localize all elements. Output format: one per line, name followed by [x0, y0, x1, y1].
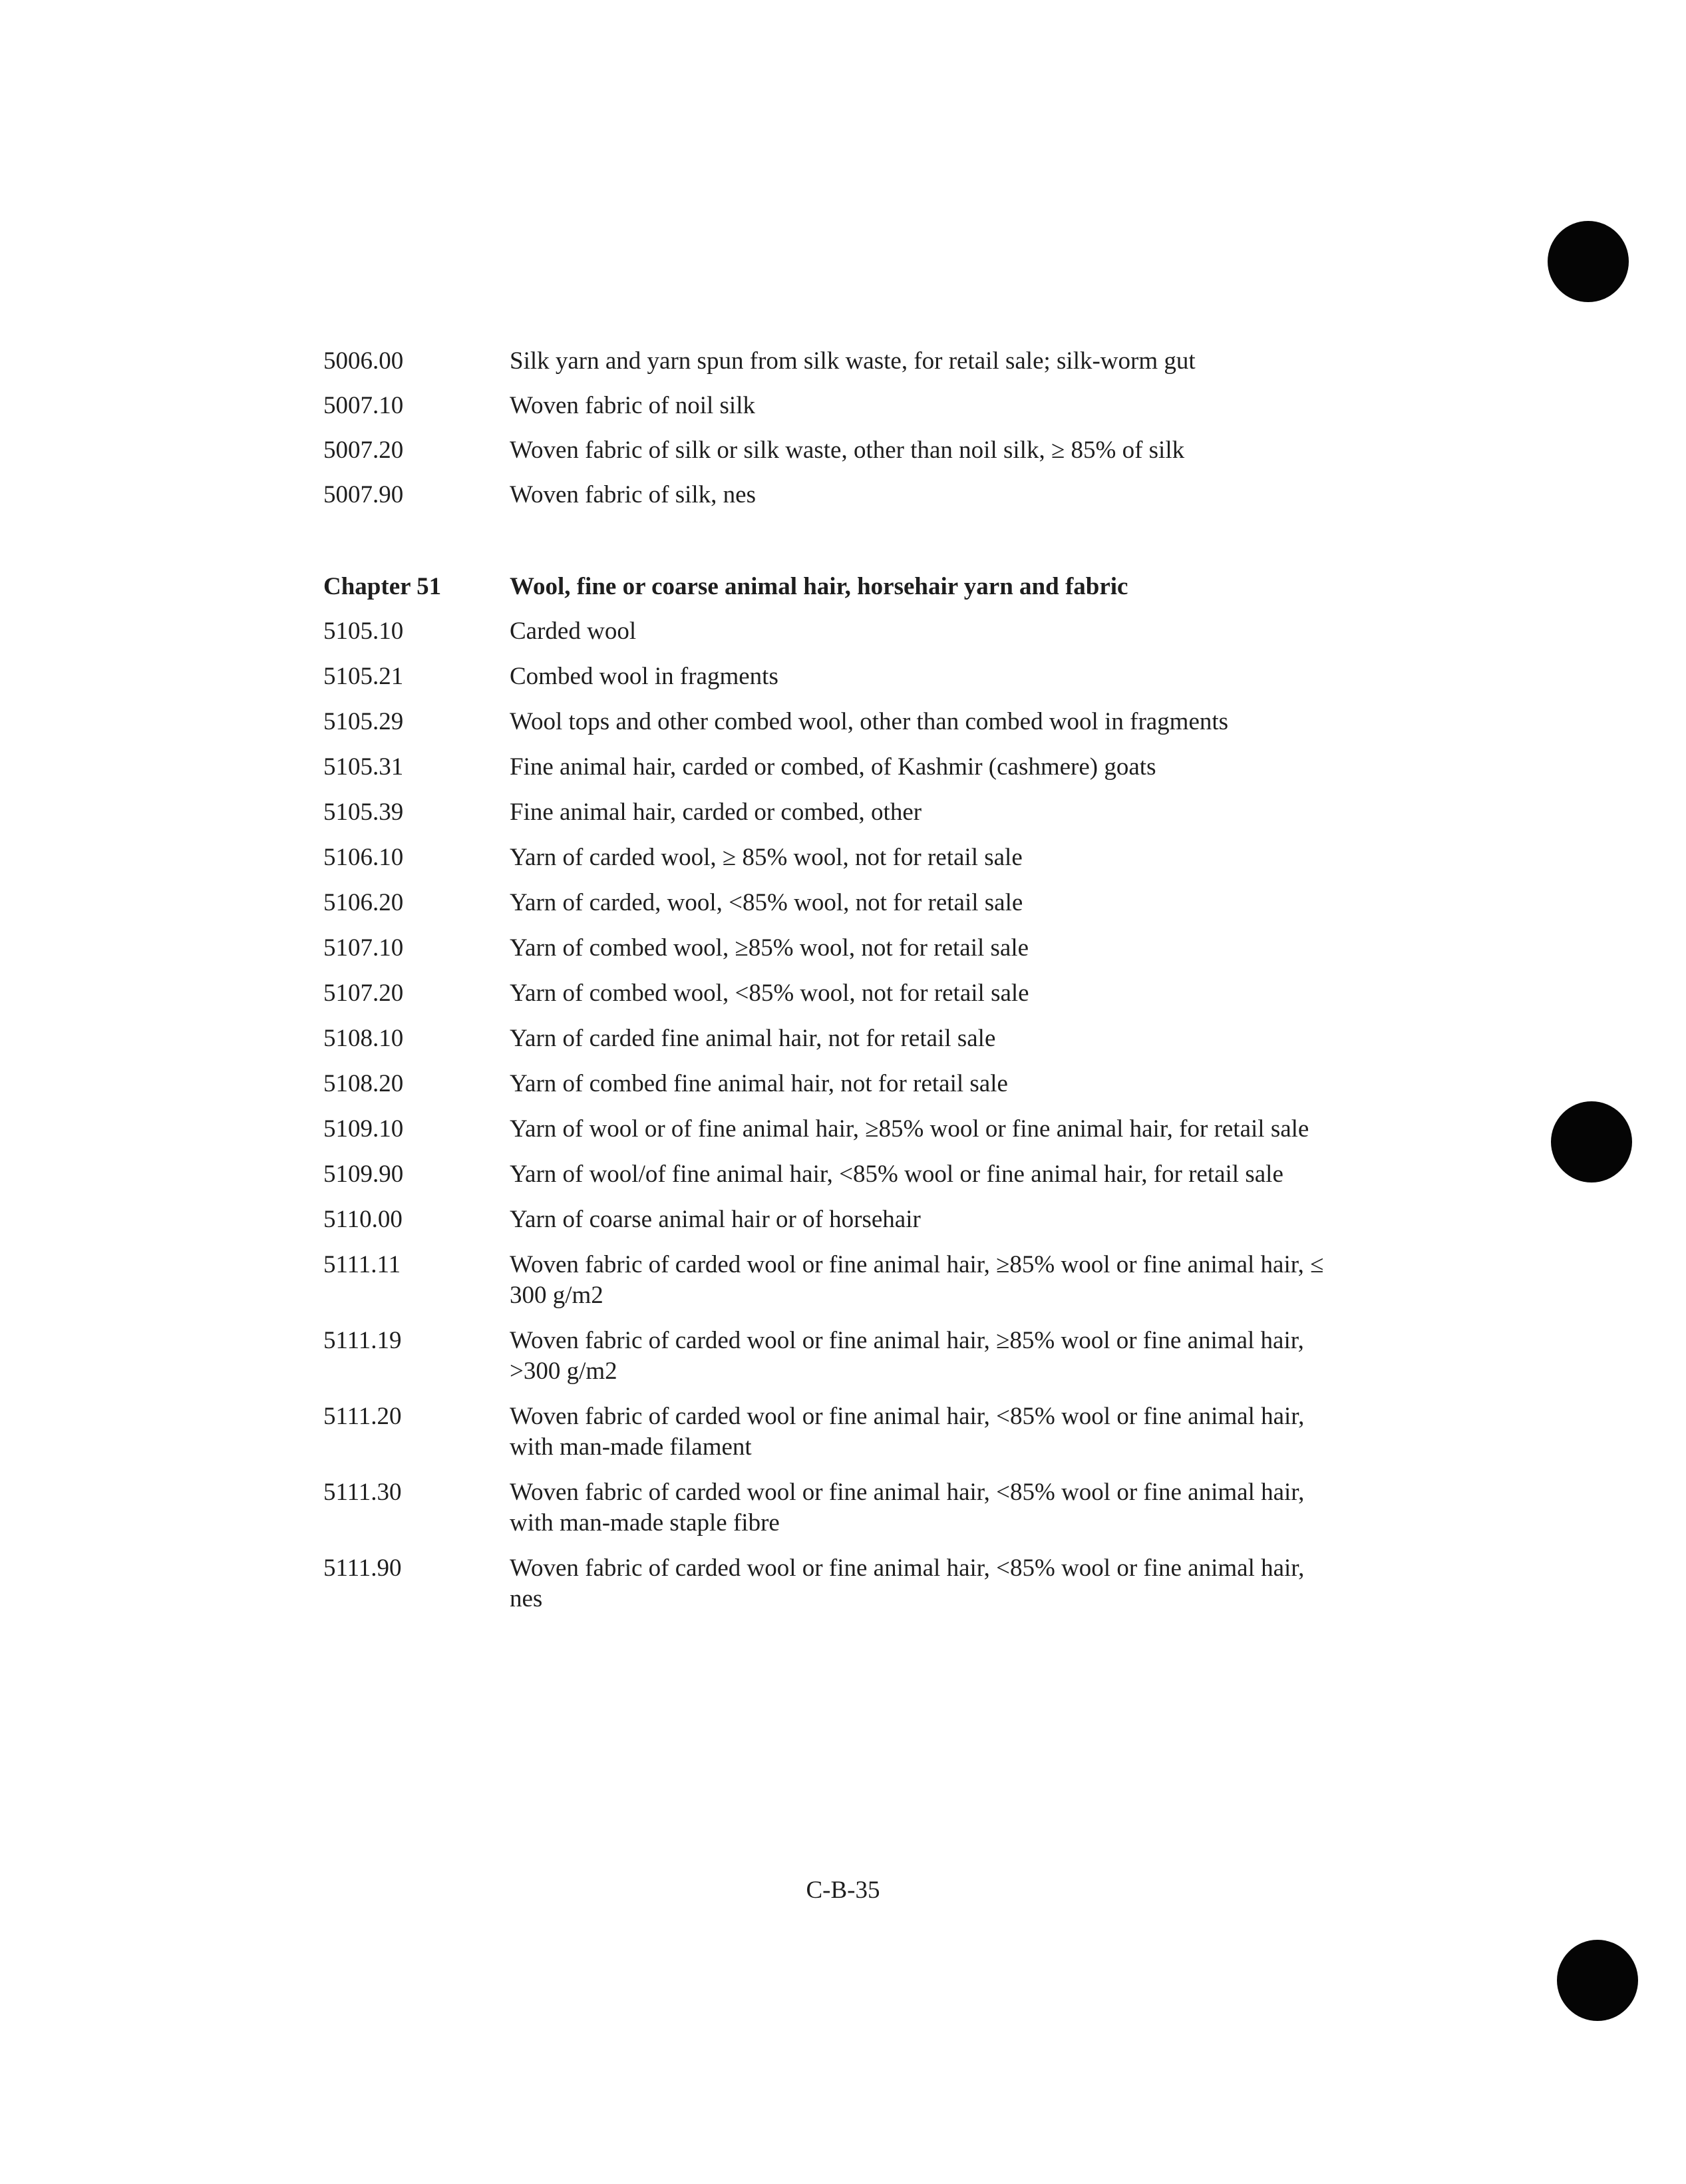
tariff-code: 5106.20: [323, 889, 404, 916]
tariff-description: Yarn of carded, wool, <85% wool, not for retail sale: [510, 889, 1023, 916]
list-item: [323, 1069, 1361, 1099]
list-item: [323, 842, 1361, 873]
list-item: [323, 707, 1361, 737]
chapter-title: Wool, fine or coarse animal hair, horsehair yarn and fabric: [510, 573, 1128, 600]
tariff-description: Woven fabric of silk or silk waste, other than noil silk, ≥ 85% of silk: [510, 437, 1185, 464]
list-item: [323, 1204, 1361, 1235]
punch-hole: [1557, 1940, 1638, 2021]
tariff-description: Yarn of wool or of fine animal hair, ≥85% wool or fine animal hair, for retail sale: [510, 1115, 1309, 1143]
tariff-code: 5105.21: [323, 663, 404, 690]
punch-hole: [1548, 221, 1629, 302]
tariff-description: Combed wool in fragments: [510, 663, 778, 690]
tariff-code: 5108.10: [323, 1025, 404, 1052]
tariff-code: 5107.10: [323, 934, 404, 962]
tariff-code: 5007.20: [323, 437, 404, 464]
tariff-description: Woven fabric of carded wool or fine animal hair, ≥85% wool or fine animal hair, ≤ 300 g/m2: [510, 1251, 1324, 1309]
tariff-description: Wool tops and other combed wool, other than combed wool in fragments: [510, 708, 1229, 735]
tariff-description: Fine animal hair, carded or combed, of Kashmir (cashmere) goats: [510, 753, 1156, 781]
list-item: [323, 933, 1361, 964]
list-item: [323, 1553, 1361, 1614]
tariff-code: 5007.90: [323, 481, 404, 508]
silk-section: [323, 346, 1361, 510]
tariff-description: Yarn of carded fine animal hair, not for retail sale: [510, 1025, 996, 1052]
tariff-code: 5106.10: [323, 844, 404, 871]
tariff-code: 5111.90: [323, 1554, 402, 1582]
tariff-description: Fine animal hair, carded or combed, other: [510, 799, 922, 826]
tariff-description: Woven fabric of carded wool or fine animal hair, <85% wool or fine animal hair, nes: [510, 1554, 1305, 1612]
tariff-description: Yarn of combed wool, ≥85% wool, not for retail sale: [510, 934, 1029, 962]
tariff-description: Yarn of combed fine animal hair, not for retail sale: [510, 1070, 1008, 1097]
tariff-description: Woven fabric of carded wool or fine animal hair, ≥85% wool or fine animal hair, >300 g/m2: [510, 1327, 1304, 1385]
tariff-description: Yarn of combed wool, <85% wool, not for retail sale: [510, 980, 1029, 1007]
chapter-heading: [323, 572, 1361, 602]
list-item: [323, 1401, 1361, 1463]
tariff-code: 5111.30: [323, 1479, 402, 1506]
list-item: [323, 1326, 1361, 1387]
tariff-description: Carded wool: [510, 618, 637, 645]
tariff-code: 5105.10: [323, 618, 404, 645]
tariff-description: Woven fabric of silk, nes: [510, 481, 756, 508]
tariff-code: 5111.19: [323, 1327, 402, 1354]
tariff-code: 5105.39: [323, 799, 404, 826]
list-item: [323, 888, 1361, 918]
list-item: [323, 1250, 1361, 1311]
tariff-code: 5105.29: [323, 708, 404, 735]
list-item: [323, 752, 1361, 783]
tariff-code: 5007.10: [323, 392, 404, 419]
tariff-description: Woven fabric of carded wool or fine animal hair, <85% wool or fine animal hair, with man-made staple fibre: [510, 1479, 1305, 1537]
wool-section: [323, 616, 1361, 1614]
punch-hole: [1551, 1101, 1632, 1183]
list-item: [323, 797, 1361, 828]
tariff-description: Woven fabric of noil silk: [510, 392, 755, 419]
tariff-code: 5105.31: [323, 753, 404, 781]
tariff-code: 5108.20: [323, 1070, 404, 1097]
tariff-description: Yarn of carded wool, ≥ 85% wool, not for retail sale: [510, 844, 1023, 871]
list-item: [323, 346, 1361, 377]
list-item: [323, 1114, 1361, 1145]
tariff-code: 5006.00: [323, 347, 404, 375]
list-item: [323, 480, 1361, 510]
tariff-code: 5110.00: [323, 1206, 403, 1233]
list-item: [323, 435, 1361, 466]
tariff-code: 5111.11: [323, 1251, 401, 1278]
tariff-code: 5109.10: [323, 1115, 404, 1143]
tariff-code: 5111.20: [323, 1403, 402, 1430]
tariff-description: Yarn of coarse animal hair or of horsehair: [510, 1206, 921, 1233]
list-item: [323, 978, 1361, 1009]
list-item: [323, 1023, 1361, 1054]
list-item: [323, 1159, 1361, 1190]
list-item: [323, 391, 1361, 421]
page-number: C-B-35: [806, 1877, 880, 1904]
list-item: [323, 661, 1361, 692]
tariff-code: 5107.20: [323, 980, 404, 1007]
chapter-label: Chapter 51: [323, 573, 442, 600]
tariff-description: Yarn of wool/of fine animal hair, <85% wool or fine animal hair, for retail sale: [510, 1161, 1283, 1188]
list-item: [323, 616, 1361, 647]
tariff-description: Silk yarn and yarn spun from silk waste, for retail sale; silk-worm gut: [510, 347, 1196, 375]
tariff-code: 5109.90: [323, 1161, 404, 1188]
list-item: [323, 1477, 1361, 1539]
tariff-description: Woven fabric of carded wool or fine animal hair, <85% wool or fine animal hair, with man-made filament: [510, 1403, 1305, 1461]
tariff-list: [323, 346, 1361, 1629]
